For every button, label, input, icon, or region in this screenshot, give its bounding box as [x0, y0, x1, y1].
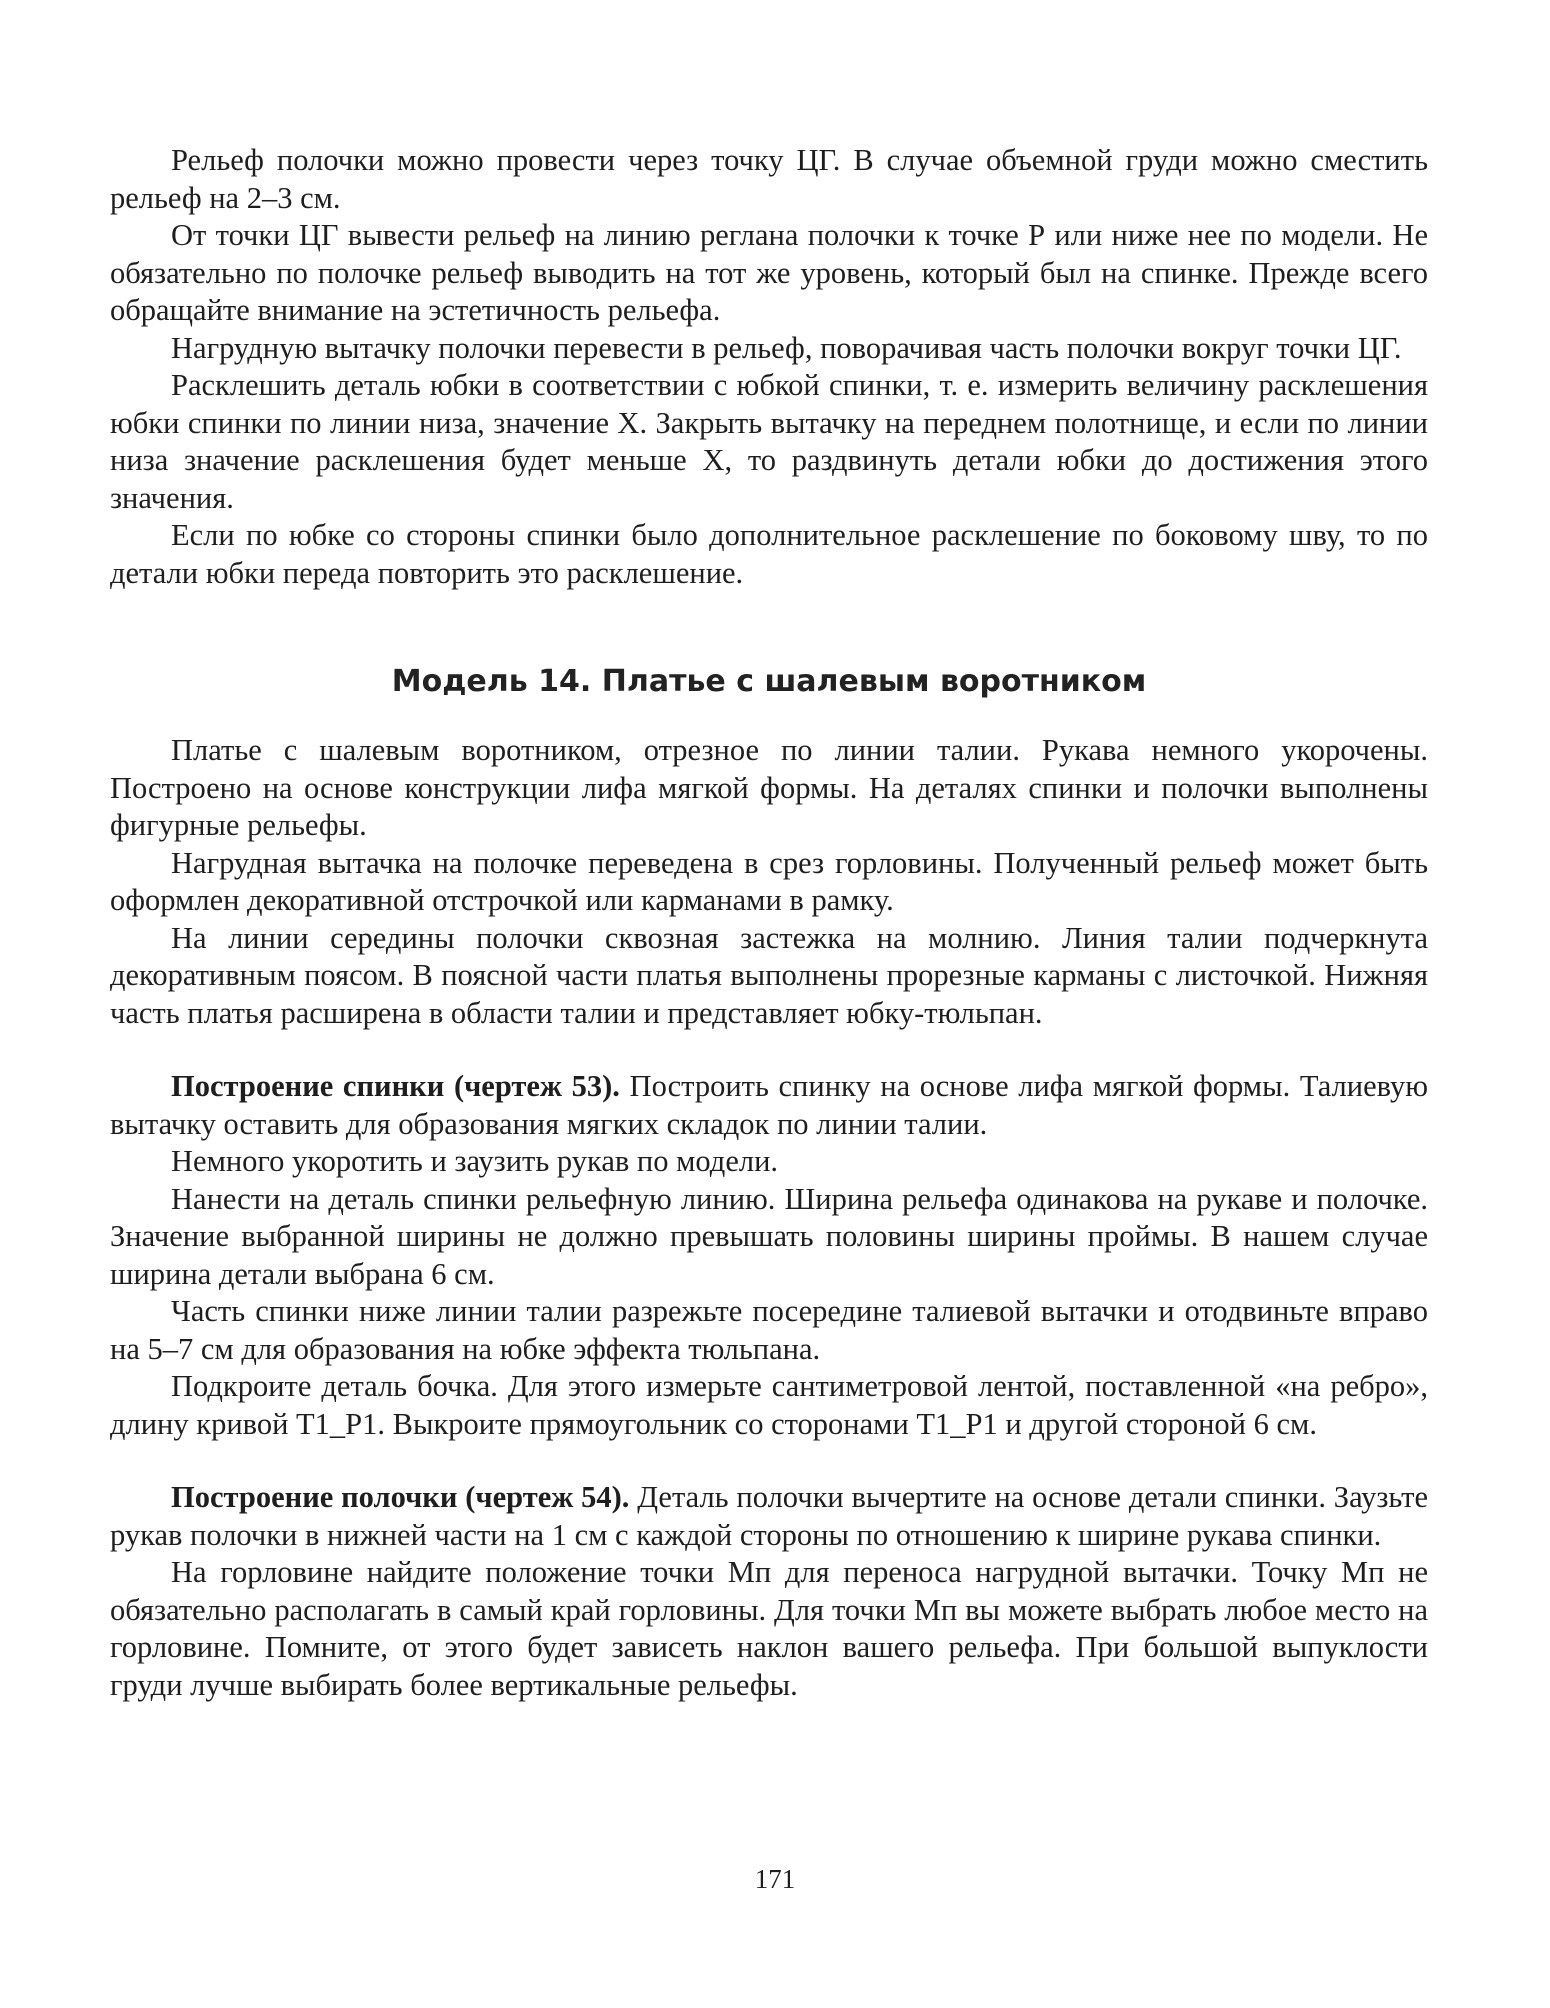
paragraph: Рельеф полочки можно провести через точку ЦГ. В случае объемной груди можно сместить рельеф на 2–3 см.: [110, 143, 1428, 215]
paragraph: Если по юбке со стороны спинки было дополнительное расклешение по боковому шву, то по детали юбки переда повторить это расклешение.: [110, 518, 1428, 590]
paragraph: Подкроите деталь бочка. Для этого измерьте сантиметровой лентой, поставленной «на ребро», длину кривой Т1_Р1. Выкроите прямоугольник со сторонами Т1_Р1 и другой стороной 6 см.: [110, 1369, 1428, 1441]
paragraph: Часть спинки ниже линии талии разрежьте посередине талиевой вытачки и отодвиньте вправо на 5–7 см для образования на юбке эффекта тюльпана.: [110, 1294, 1428, 1366]
intro-text: [110, 142, 1428, 592]
front-construction: [110, 1479, 1428, 1704]
paragraph: Немного укоротить и заузить рукав по модели.: [171, 1144, 779, 1178]
paragraph: На линии середины полочки сквозная застежка на молнию. Линия талии подчеркнута декоративным поясом. В поясной части платья выполнены прорезные карманы с листочкой. Нижняя часть платья расширена в области талии и представляет юбку-тюльпан.: [110, 920, 1428, 1030]
paragraph: На горловине найдите положение точки Мп для переноса нагрудной вытачки. Точку Мп не обязательно располагать в самый край горловины. Для точки Мп вы можете выбрать любое место на горловине. Помните, от этого будет зависеть наклон вашего рельефа. При большой выпуклости груди лучше выбирать более вертикальные рельефы.: [110, 1555, 1428, 1702]
front-construction-text: Деталь полочки вычертите на основе детали спинки. Заузьте рукав полочки в нижней части на 1 см с каждой стороны по отношению к ширине рукава спинки.: [110, 1480, 1428, 1552]
paragraph: Расклешить деталь юбки в соответствии с юбкой спинки, т. е. измерить величину расклешения юбки спинки по линии низа, значение X. Закрыть вытачку на переднем полотнище, и если по линии низа значение расклешения будет меньше X, то раздвинуть детали юбки до достижения этого значения.: [110, 368, 1428, 515]
page-number: 171: [754, 1864, 796, 1894]
paragraph: Платье с шалевым воротником, отрезное по линии талии. Рукава немного укорочены. Построено на основе конструкции лифа мягкой формы. На деталях спинки и полочки выполнены фигурные рельефы.: [110, 733, 1428, 842]
paragraph: [110, 1479, 1428, 1554]
paragraph: Нагрудную вытачку полочки перевести в рельеф, поворачивая часть полочки вокруг точки ЦГ.: [171, 330, 1402, 365]
paragraph: Нагрудная вытачка на полочке переведена в срез горловины. Полученный рельеф может быть оформлен декоративной отстрочкой или карманами в рамку.: [110, 845, 1428, 917]
section-heading: Модель 14. Платье с шалевым воротником: [391, 664, 1147, 699]
back-construction-lead: Построение спинки (чертеж 53).: [171, 1069, 620, 1103]
back-construction-text: Построить спинку на основе лифа мягкой формы. Талиевую вытачку оставить для образования мягких складок по линии талии.: [110, 1069, 1428, 1141]
model-description: [110, 732, 1428, 1032]
front-construction-lead: Построение полочки (чертеж 54).: [171, 1480, 630, 1514]
paragraph: От точки ЦГ вывести рельеф на линию реглана полочки к точке Р или ниже нее по модели. Не обязательно по полочке рельеф выводить на тот же уровень, который был на спинке. Прежде всего обращайте внимание на эстетичность рельефа.: [110, 218, 1428, 327]
back-construction: [110, 1068, 1428, 1443]
page-body: [110, 142, 1428, 1704]
paragraph: [110, 1068, 1428, 1143]
paragraph: Нанести на деталь спинки рельефную линию. Ширина рельефа одинакова на рукаве и полочке. Значение выбранной ширины не должно превышать половины ширины проймы. В нашем случае ширина детали выбрана 6 см.: [110, 1181, 1428, 1291]
